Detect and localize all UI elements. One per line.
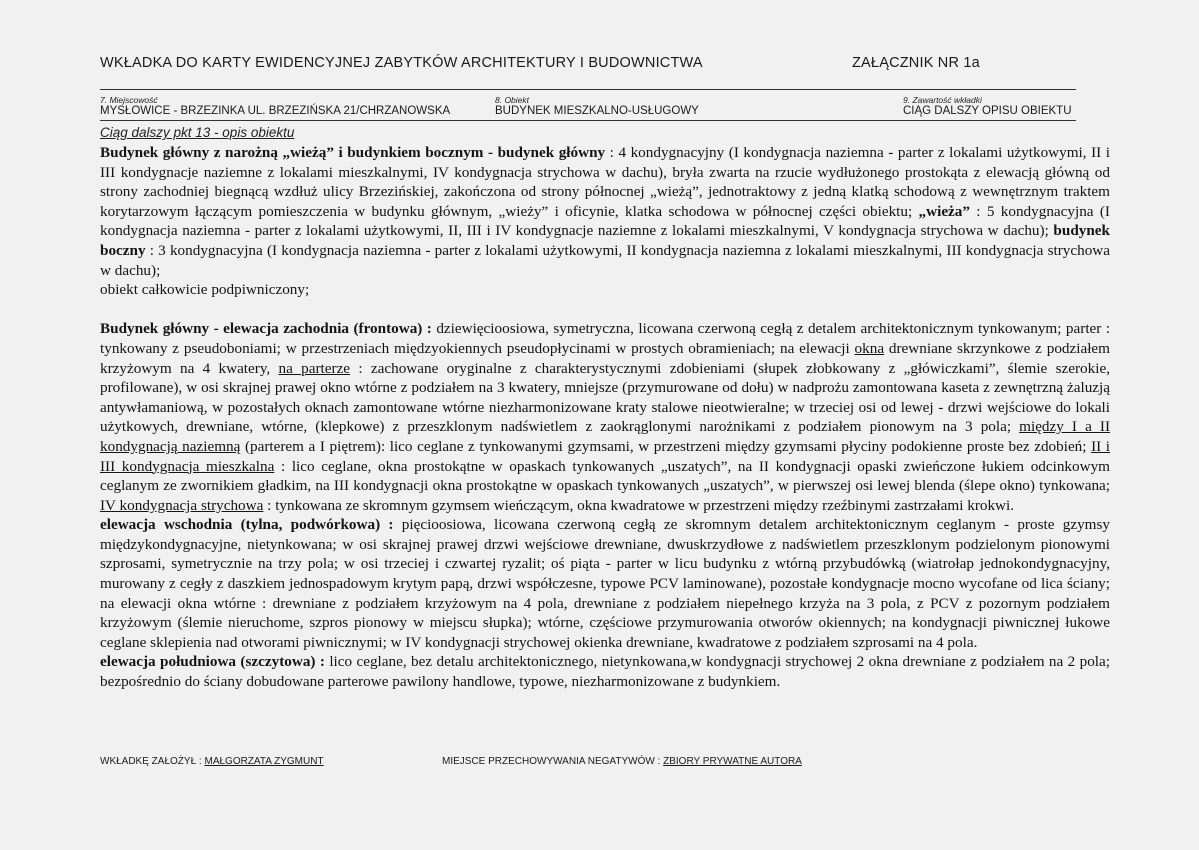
annex-number: ZAŁĄCZNIK NR 1a xyxy=(852,55,980,71)
text: (parterem a I piętrem): lico ceglane z tynkowanymi gzymsami, w przestrzeni między gzymsami płyciny podokienne proste bez zdobień; xyxy=(240,437,1092,455)
text: : lico ceglane, okna prostokątne w opaskach tynkowanych „uszatych”, na II kondygnacji opaski zwieńczone łukiem odcinkowym ceglanym ze zwornikiem gładkim, na III kondygnacji okna prostokątne w opaskach tynkowanych „uszatych”, w pierwszej osi lewej blenda (ślepe okno) tynkowana; xyxy=(100,457,1110,495)
text: dziewięcioosiowa, symetryczna, licowana czerwoną cegłą z detalem architektonicznym tynkowanym; parter : tynkowany z pseudoboniami; w przestrzeniach międzyokiennych pseudopłycinami w prostych obramieniach; na elewacji xyxy=(100,320,1111,357)
description-body xyxy=(100,143,1110,692)
field-value-locality: MYSŁOWICE - BRZEZINKA UL. BRZEZIŃSKA 21/CHRZANOWSKA xyxy=(100,105,451,117)
field-label-object: 8. Obiekt xyxy=(495,95,530,105)
text: lico ceglane, bez detalu architektonicznego, nietynkowana,w kondygnacji strychowej 2 okna drewniane z podziałem na 2 pola; bezpośrednio do ściany dobudowane parterowe pawilony handlowe, typowe, niezharmonizowane z budynkiem. xyxy=(100,653,1110,691)
heading-east-facade: elewacja wschodnia (tylna, podwórkowa) : xyxy=(100,516,394,534)
heading-tower: „wieża” xyxy=(918,202,970,220)
heading-south-facade: elewacja południowa (szczytowa) : xyxy=(100,653,325,671)
paragraph-gap xyxy=(100,300,1110,320)
underlined-term: okna xyxy=(854,339,885,357)
underlined-term: na parterze xyxy=(278,359,351,377)
author-name: MAŁGORZATA ZYGMUNT xyxy=(204,756,324,767)
footer-negatives xyxy=(442,756,802,767)
text: : 3 kondygnacyjna (I kondygnacja naziemna - parter z lokalami użytkowymi, II kondygnacja naziemna z lokalami mieszkalnymi, III kondygnacja strychowa w dachu); xyxy=(100,241,1110,279)
paragraph-main-building xyxy=(100,143,1110,280)
text: : 5 kondygnacyjna (I kondygnacja naziemna - parter z lokalami użytkowymi, II, III i IV kondygnacje naziemne z lokalami mieszkalnymi, V kondygnacja strychowa w dachu); xyxy=(100,202,1110,240)
negatives-location: ZBIORY PRYWATNE AUTORA xyxy=(663,756,802,767)
heading-main-building: Budynek główny z narożną „wieżą” i budynkiem bocznym - budynek główny xyxy=(100,144,606,161)
paragraph-south-facade xyxy=(100,652,1110,691)
heading-west-facade: Budynek główny - elewacja zachodnia (frontowa) : xyxy=(100,320,432,338)
field-value-object: BUDYNEK MIESZKALNO-USŁUGOWY xyxy=(495,105,699,117)
text: pięcioosiowa, licowana czerwoną cegłą ze skromnym detalem architektonicznym ceglanym - proste gzymsy międzykondygnacyjne, nietynkowana; w osi skrajnej prawej drzwi wejściowe drewniane, dwuskrzydłowe z nadświetlem przeszklonym podzielonym pionowymi szprosami, symetrycznie na trzy pola; w osi trzeciej i czwartej ryzalit; oś piąta - parter w licu budynku z wtórną przybudówką (wiatrołap jednokondygnacyjny, murowany z cegły z daszkiem jednospadowym krytym papą, drzwi współczesne, typowe PCV laminowane), pozostałe kondygnacje mocno wycofane od lica ściany; na elewacji okna wtórne : drewniane z podziałem krzyżowym na 4 pola, drewniane z podziałem niepełnego krzyża na 3 pola, z PCV z pozornym podziałem krzyżowym (ślemie nieruchome, szpros pionowy w miejscu słupka); wtórne, częściowe przymurowania otworów okiennych; na kondygnacji piwnicznej łukowe ceglane sklepienia nad otworami piwnicznymi; w IV kondygnacji strychowej okienka drewniane, kwadratowe z podziałem szprosami na 4 pola. xyxy=(100,516,1110,651)
paragraph-basement: obiekt całkowicie podpiwniczony; xyxy=(100,281,310,299)
header-rule-bottom xyxy=(100,120,1076,121)
text: : tynkowana ze skromnym gzymsem wieńczącym, okna kwadratowe w przestrzeni między rzeźbinymi zastrzałami krokwi. xyxy=(263,496,1015,514)
underlined-term: II i III kondygnacja mieszkalna xyxy=(100,437,1110,475)
paragraph-west-facade xyxy=(100,319,1110,515)
text: drewniane skrzynkowe z podziałem krzyżowym na 4 kwatery, xyxy=(100,339,1110,377)
underlined-term: IV kondygnacja strychowa xyxy=(100,496,264,514)
text: : zachowane oryginalne z charakterystycznymi zdobieniami (słupek złobkowany z „główiczkami”, ślemie szerokie, profilowane), w osi skrajnej prawej okno wtórne z podziałem na 3 kwatery, mniejsze (przymurowane od dołu) w nadprożu zamontowana kaseta z zewnętrzną żaluzją antywłamaniową, w pozostałych oknach zamontowane wtórne niezharmonizowane kraty stalowe nieotwieralne; w trzeciej osi od lewej - drzwi wejściowe do lokali użytkowych, drewniane, wtórne, (klepkowe) z przeszklonym nadświetlem z zaokrąglonymi narożnikami z podziałem pionowym na 3 pola; xyxy=(100,359,1110,436)
paragraph-east-facade xyxy=(100,515,1110,652)
field-value-contents: CIĄG DALSZY OPISU OBIEKTU xyxy=(903,105,1072,117)
author-label: WKŁADKĘ ZAŁOŻYŁ : xyxy=(100,756,205,767)
underlined-term: między I a II kondygnacją naziemną xyxy=(100,418,1111,455)
footer-author xyxy=(100,756,324,767)
negatives-label: MIEJSCE PRZECHOWYWANIA NEGATYWÓW : xyxy=(442,756,664,767)
continuation-note: Ciąg dalszy pkt 13 - opis obiektu xyxy=(100,125,295,140)
field-label-contents: 9. Zawartość wkładki xyxy=(903,95,982,105)
field-label-locality: 7. Miejscowość xyxy=(100,95,158,105)
text: : 4 kondygnacyjny (I kondygnacja naziemna - parter z lokalami użytkowymi, II i III kondygnacje naziemne z lokalami mieszkalnymi, IV kondygnacja strychowa w dachu), bryła zwarta na rzucie wydłużonego prostokąta z elewacją główną od strony zachodniej biegnącą wzdłuż ulicy Brzezińskiej, zakończona od strony północnej „wieżą”, jednotraktowy z jedną klatką schodową z wewnętrznym traktem korytarzowym łączącym pomieszczenia w budynku głównym, „wieży” i oficynie, klatka schodowa w północnej części obiektu; xyxy=(100,144,1110,220)
header-rule-top xyxy=(100,89,1076,90)
form-title: WKŁADKA DO KARTY EWIDENCYJNEJ ZABYTKÓW ARCHITEKTURY I BUDOWNICTWA xyxy=(100,55,703,71)
heading-side-building: budynek boczny xyxy=(100,222,1110,259)
